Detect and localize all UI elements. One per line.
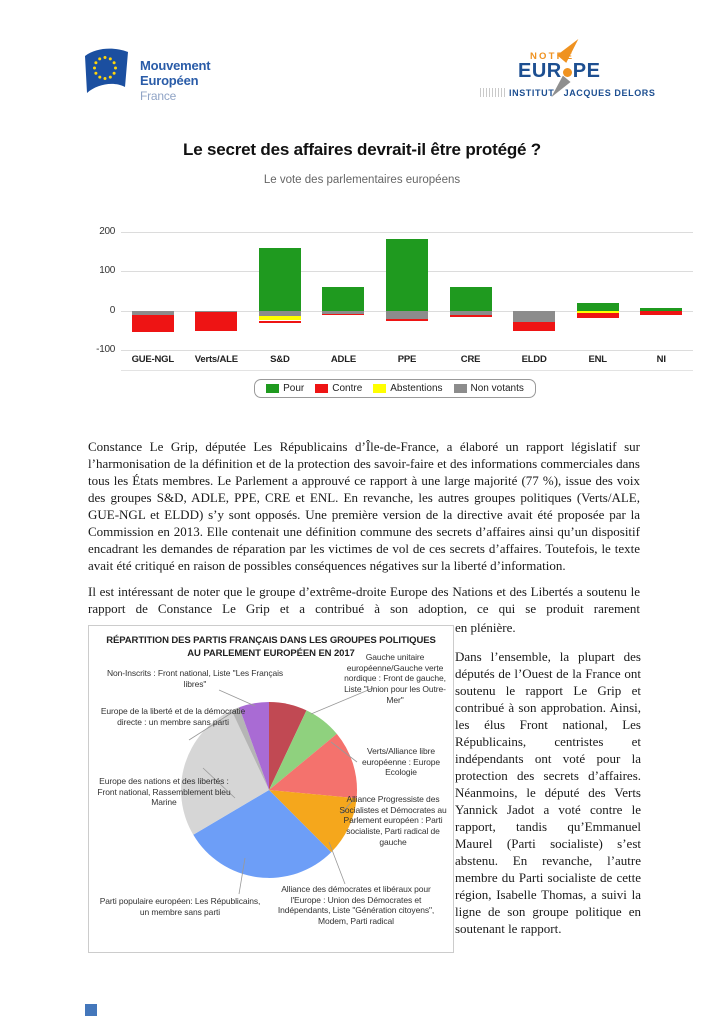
right-column [455,619,641,937]
paragraph-2-continuation: en plénière. [455,620,516,635]
eu-flag-icon [80,44,132,107]
eu-logo-line2: Européen [140,73,199,88]
y-axis-tick-label: -100 [96,344,115,355]
paragraph-3: Dans l’ensemble, la plupart des députés de l’Ouest de la France ont soutenu le rapport Le Grip et contribué à son approbation. Ainsi, les élus Front national, Les Républicains, centristes et indépendants ont voté pour la protection des secrets d’affaires. Néanmoins, le député des Verts Yannick Jadot a voté contre le rapport, tandis qu’Emmanuel Maurel (Parti socialiste) s’est abstenu. En revanche, l’autre membre du Parti socialiste de cette région, Isabelle Thomas, a suivi la ligne de son groupe politique en soutenant le rapport. [455,649,641,936]
category-label: ELDD [521,354,547,365]
legend-swatch-icon [373,384,386,393]
bar-segment [322,287,364,311]
category-label: NI [656,354,666,365]
category-label: Verts/ALE [194,354,238,365]
legend-item [454,383,524,394]
pie-leader-line [329,842,345,884]
category-label: GUE-NGL [131,354,174,365]
pie-slice-label: Parti populaire européen: Les Républicains, un membre sans parti [99,896,261,917]
category-label: PPE [397,354,417,365]
bar-segment [577,303,619,311]
chart-legend [95,379,695,398]
category-label: CRE [460,354,481,365]
bar-segment [322,314,364,315]
bar-segment [640,311,682,315]
bar-segment [132,315,174,332]
mouvement-europeen-logo [80,44,210,107]
pie-leader-line [219,690,255,706]
legend-label: Pour [283,383,305,394]
pie-slice-label: Gauche unitaire européenne/Gauche verte nordique : Front de gauche, Liste "Union pour les Outre-Mer" [344,652,446,705]
legend-label: Abstentions [390,383,443,394]
bar-segment [259,248,301,311]
y-axis-tick-label: 0 [109,304,115,316]
legend-label: Contre [332,383,363,394]
category-label: S&D [270,354,290,365]
eu-logo-line1: Mouvement [140,58,211,73]
bar-plot [121,228,693,374]
ne-logo-ticks [480,88,507,97]
bar-segment [386,239,428,311]
bar-chart [95,228,695,408]
bar-segment [259,321,301,323]
eu-logo-line3: France [140,89,177,103]
page-subtitle: Le vote des parlementaires européens [263,174,461,186]
ne-logo-institut: INSTITUT JACQUES DELORS [509,88,656,98]
bar-segment [386,311,428,319]
pie-slice-label: Non-Inscrits : Front national, Liste "Les Français libres" [106,668,284,689]
legend-swatch-icon [454,384,467,393]
page-title: Le secret des affaires devrait-il être protégé ? [183,140,541,159]
notre-europe-logo [478,38,668,106]
legend-label: Non votants [470,383,524,394]
bar-segment [577,313,619,317]
bar-segment [513,311,555,323]
axis-baseline [121,370,693,371]
gridline [121,350,693,351]
pie-slice-label: Europe des nations et des libertés : Front national, Rassemblement bleu Marine [97,776,231,808]
pie-slice-label: Verts/Alliance libre européenne : Europe Ecologie [362,746,440,778]
y-axis-tick-label: 200 [99,226,115,237]
pie-chart-box [88,625,454,953]
pie-slice-label: Alliance des démocrates et libéraux pour l'Europe : Union des Démocrates et Indépendants, Liste "Génération citoyens", Modem, Parti radical [277,884,435,926]
gridline [121,232,693,233]
footer-marker [85,1004,97,1016]
ne-logo-notre: NOTRE [530,51,575,62]
legend-box [254,379,536,398]
category-label: ENL [588,354,607,365]
bar-segment [450,315,492,316]
bar-segment [513,322,555,331]
bar-segment [386,319,428,322]
pie-slice-label: Europe de la liberté et de la démocratie directe : un membre sans parti [100,706,246,727]
ne-logo-europe: EUR PE [518,60,601,82]
bar-segment [450,287,492,311]
legend-swatch-icon [266,384,279,393]
legend-item [315,383,362,394]
y-axis-tick-label: 100 [99,265,115,277]
legend-item [266,383,304,394]
legend-item [373,383,442,394]
pie-slice-label: Alliance Progressiste des Socialistes et Démocrates au Parlement européen : Parti socialiste, Parti radical de gauche [339,794,447,847]
bar-segment [195,312,237,331]
paragraph-1: Constance Le Grip, députée Les Républicains d’Île-de-France, a élaboré un rapport législatif sur l’harmonisation de la définition et de la protection des savoir-faire et des informations commerciales dans tous les États membres. Le Parlement a approuvé ce rapport à une large majorité (77 %), issue des voix des groupes S&D, ADLE, PPE, CRE et ENL. En revanche, les autres groupes politiques (Verts/ALE, GUE-NGL et ELDD) s’y sont opposés. Une première version de la directive avait été proposée par la Commission en 2013. Elle contenait une définition commune des secrets d’affaires ainsi qu’un dispositif encadrant les demandes de réparation par les victimes de vol de ces secrets d’affaires. Toutefois, le texte avait été critiqué en raison de possibles conséquences négatives sur la liberté d’information. [88,439,640,573]
paragraph-2: Il est intéressant de noter que le groupe d’extrême-droite Europe des Nations et des Libertés a soutenu le rapport de Constance Le Grip et a contribué à son adoption, ce qui se produit rarement [88,584,640,616]
legend-swatch-icon [315,384,328,393]
pie-chart-title: RÉPARTITION DES PARTIS FRANÇAIS DANS LES GROUPES POLITIQUES AU PARLEMENT EUROPÉEN EN 2017 [106,635,436,659]
category-label: ADLE [330,354,356,365]
